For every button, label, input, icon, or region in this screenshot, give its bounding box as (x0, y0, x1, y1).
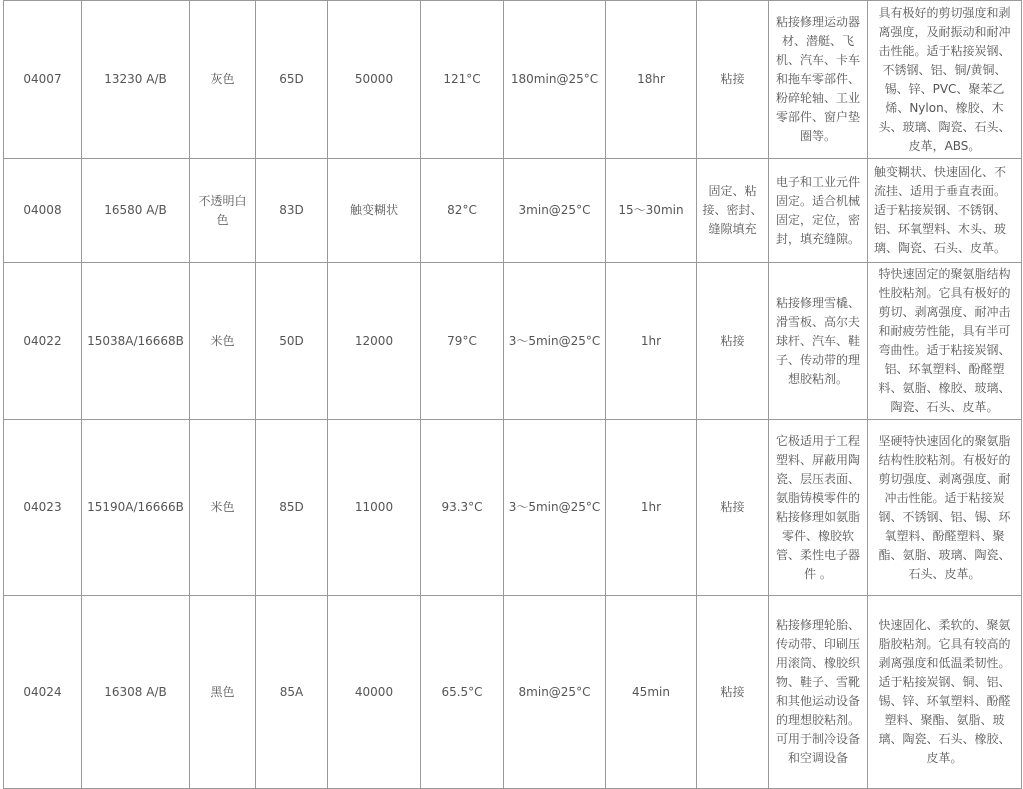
viscosity-cell: 11000 (328, 420, 421, 596)
model-number: 15190A/16666B (82, 420, 190, 596)
color-cell: 米色 (190, 420, 256, 596)
hardness-cell: 85A (256, 596, 328, 789)
color-cell: 灰色 (190, 1, 256, 159)
color-cell: 不透明白色 (190, 159, 256, 263)
product-code: 04007 (4, 1, 82, 159)
application-cell: 粘接修理运动器材、潜艇、飞机、汽车、卡车和拖车零部件、粉碎轮轴、工业零部件、窗户垫圈等。 (769, 1, 868, 159)
max-temp-cell: 121°C (421, 1, 504, 159)
hardness-cell: 65D (256, 1, 328, 159)
table-row (4, 1, 1022, 159)
pot-life-cell: 3～5min@25°C (504, 420, 606, 596)
application-cell: 粘接修理雪橇、滑雪板、高尔夫球杆、汽车、鞋子、传动带的理想胶粘剂。 (769, 263, 868, 420)
hardness-cell: 83D (256, 159, 328, 263)
cure-time-cell: 18hr (606, 1, 697, 159)
feature-cell: 特快速固定的聚氨脂结构性胶粘剂。它具有极好的剪切、剥离强度、耐冲击和耐疲劳性能，具有半可弯曲性。适于粘接炭钢、铝、环氧塑料、酚醛塑料、氨脂、橡胶、玻璃、陶瓷、石头、皮革。 (868, 263, 1022, 420)
table-row (4, 159, 1022, 263)
feature-cell: 坚硬特快速固化的聚氨脂结构性胶粘剂。有极好的剪切强度、剥离强度、耐冲击性能。适于粘接炭钢、不锈钢、铝、锡、环氧塑料、酚醛塑料、聚酯、氨脂、玻璃、陶瓷、石头、皮革。 (868, 420, 1022, 596)
hardness-cell: 85D (256, 420, 328, 596)
product-code: 04024 (4, 596, 82, 789)
usage-cell: 固定、粘接、密封、缝隙填充 (697, 159, 769, 263)
max-temp-cell: 82°C (421, 159, 504, 263)
application-cell: 它极适用于工程塑料、屏蔽用陶瓷、层压表面、氨脂铸模零件的粘接修理如氨脂零件、橡胶软管、柔性电子器件 。 (769, 420, 868, 596)
product-code: 04008 (4, 159, 82, 263)
feature-cell: 触变糊状、快速固化、不流挂、适用于垂直表面。适于粘接炭钢、不锈钢、铝、环氧塑料、木头、玻璃、陶瓷、石头、皮革。 (868, 159, 1022, 263)
model-number: 13230 A/B (82, 1, 190, 159)
product-code: 04023 (4, 420, 82, 596)
model-number: 15038A/16668B (82, 263, 190, 420)
feature-cell: 具有极好的剪切强度和剥离强度，及耐振动和耐冲击性能。适于粘接炭钢、不锈钢、铝、铜/黄铜、锡、锌、PVC、聚苯乙烯、Nylon、橡胶、木头、玻璃、陶瓷、石头、皮革，ABS。 (868, 1, 1022, 159)
max-temp-cell: 65.5°C (421, 596, 504, 789)
cure-time-cell: 1hr (606, 420, 697, 596)
table-row (4, 263, 1022, 420)
model-number: 16308 A/B (82, 596, 190, 789)
table-row (4, 596, 1022, 789)
max-temp-cell: 79°C (421, 263, 504, 420)
usage-cell: 粘接 (697, 263, 769, 420)
max-temp-cell: 93.3°C (421, 420, 504, 596)
product-code: 04022 (4, 263, 82, 420)
feature-cell: 快速固化、柔软的、聚氨脂胶粘剂。它具有较高的剥离强度和低温柔韧性。适于粘接炭钢、铜、铝、锡、锌、环氧塑料、酚醛塑料、聚酯、氨脂、玻璃、陶瓷、石头、橡胶、皮革。 (868, 596, 1022, 789)
usage-cell: 粘接 (697, 1, 769, 159)
color-cell: 黑色 (190, 596, 256, 789)
model-number: 16580 A/B (82, 159, 190, 263)
application-cell: 粘接修理轮胎、传动带、印刷压用滚筒、橡胶织物、鞋子、雪靴和其他运动设备的理想胶粘剂。可用于制冷设备和空调设备 (769, 596, 868, 789)
usage-cell: 粘接 (697, 596, 769, 789)
pot-life-cell: 3～5min@25°C (504, 263, 606, 420)
usage-cell: 粘接 (697, 420, 769, 596)
cure-time-cell: 15～30min (606, 159, 697, 263)
color-cell: 米色 (190, 263, 256, 420)
pot-life-cell: 3min@25°C (504, 159, 606, 263)
application-cell: 电子和工业元件固定。适合机械固定，定位，密封，填充缝隙。 (769, 159, 868, 263)
pot-life-cell: 180min@25°C (504, 1, 606, 159)
pot-life-cell: 8min@25°C (504, 596, 606, 789)
viscosity-cell: 触变糊状 (328, 159, 421, 263)
table-row (4, 420, 1022, 596)
cure-time-cell: 1hr (606, 263, 697, 420)
hardness-cell: 50D (256, 263, 328, 420)
viscosity-cell: 40000 (328, 596, 421, 789)
viscosity-cell: 12000 (328, 263, 421, 420)
product-spec-table (3, 0, 1022, 789)
cure-time-cell: 45min (606, 596, 697, 789)
viscosity-cell: 50000 (328, 1, 421, 159)
